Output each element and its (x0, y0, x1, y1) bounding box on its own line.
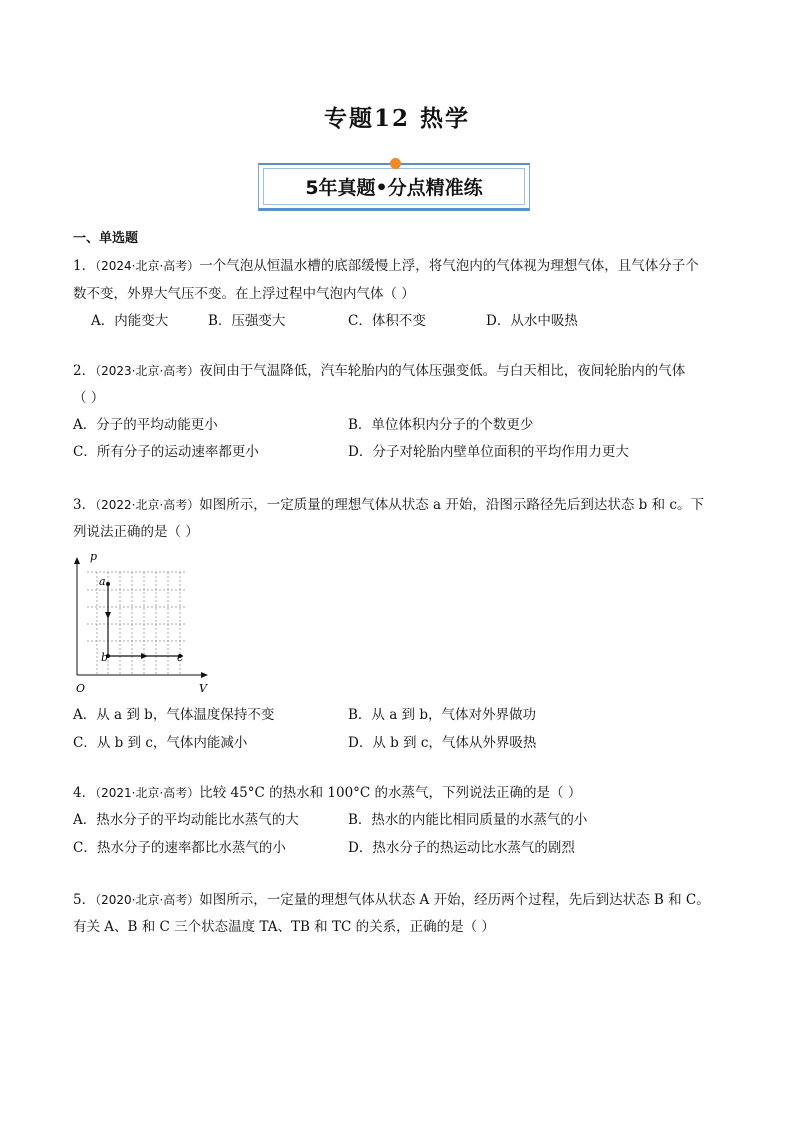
q5-line1 (73, 891, 710, 909)
q1-option-a: A．内能变大 (91, 313, 169, 329)
q5-stem-1: 如图所示，一定量的理想气体从状态 A 开始，经历两个过程，先后到达状态 B 和 C。 (199, 892, 710, 908)
q2-option-b: B．单位体积内分子的个数更少 (348, 417, 534, 433)
section-heading: 一、单选题 (73, 231, 139, 246)
q1-option-b: B．压强变大 (208, 313, 286, 329)
q3-stem-1: 如图所示，一定质量的理想气体从状态 a 开始，沿图示路径先后到达状态 b 和 c。下 (199, 497, 704, 513)
banner-frame (258, 163, 530, 211)
q3-option-d: D．从 b 到 c，气体从外界吸热 (348, 735, 537, 751)
q3-option-a: A．从 a 到 b，气体温度保持不变 (73, 707, 275, 723)
q1-option-d: D．从水中吸热 (486, 313, 578, 329)
q4-option-b: B．热水的内能比相同质量的水蒸气的小 (348, 812, 588, 828)
banner (258, 158, 532, 214)
q2-option-a: A．分子的平均动能更小 (73, 417, 218, 433)
x-axis-label: V (199, 682, 207, 695)
q4-number: 4． (73, 785, 96, 801)
q2-line1 (73, 362, 685, 380)
q4-stem-1: 比较 45°C 的热水和 100°C 的水蒸气，下列说法正确的是（ ） (199, 785, 582, 801)
q4-source: （2021·北京·高考） (95, 786, 200, 800)
arrow-down-icon (105, 612, 111, 619)
q1-line2: 数不变，外界大气压不变。在上浮过程中气泡内气体（ ） (73, 286, 415, 302)
banner-label: 5年真题•分点精准练 (263, 168, 525, 205)
q5-source: （2020·北京·高考） (95, 893, 200, 907)
q4-option-d: D．热水分子的热运动比水蒸气的剧烈 (348, 840, 575, 856)
q3-number: 3． (73, 497, 96, 513)
q3-line1 (73, 496, 704, 514)
q1-number: 1． (73, 258, 96, 274)
q4-line1 (73, 784, 581, 802)
q1-line1 (73, 257, 699, 275)
y-axis-label: p (90, 550, 98, 563)
q3-option-c: C．从 b 到 c，气体内能减小 (73, 735, 248, 751)
q2-line2: （ ） (73, 390, 105, 406)
q5-number: 5． (73, 892, 96, 908)
arrow-right-icon (141, 653, 148, 659)
q2-source: （2023·北京·高考） (95, 364, 200, 378)
q3-line2: 列说法正确的是（ ） (73, 524, 199, 540)
q1-option-c: C．体积不变 (348, 313, 426, 329)
q1-source: （2024·北京·高考） (95, 259, 200, 273)
q2-stem-1: 夜间由于气温降低，汽车轮胎内的气体压强变低。与白天相比，夜间轮胎内的气体 (199, 363, 686, 379)
q3-option-b: B．从 a 到 b，气体对外界做功 (348, 707, 536, 723)
q2-option-c: C．所有分子的运动速率都更小 (73, 444, 259, 460)
pv-diagram (70, 548, 215, 696)
label-b: b (101, 651, 109, 664)
q4-option-c: C．热水分子的速率都比水蒸气的小 (73, 840, 286, 856)
q4-option-a: A．热水分子的平均动能比水蒸气的大 (73, 812, 299, 828)
banner-dot-icon (390, 158, 401, 169)
q3-source: （2022·北京·高考） (95, 498, 200, 512)
origin-label: O (76, 682, 86, 695)
point-a (106, 582, 110, 586)
q1-stem-1: 一个气泡从恒温水槽的底部缓慢上浮，将气泡内的气体视为理想气体，且气体分子个 (199, 258, 699, 274)
q2-number: 2． (73, 363, 96, 379)
label-a: a (99, 575, 106, 588)
label-c: c (177, 651, 184, 664)
q5-line2: 有关 A、B 和 C 三个状态温度 TA、TB 和 TC 的关系，正确的是（ ） (73, 919, 495, 935)
q2-option-d: D．分子对轮胎内壁单位面积的平均作用力更大 (348, 444, 629, 460)
page-title: 专题12 热学 (323, 105, 470, 132)
